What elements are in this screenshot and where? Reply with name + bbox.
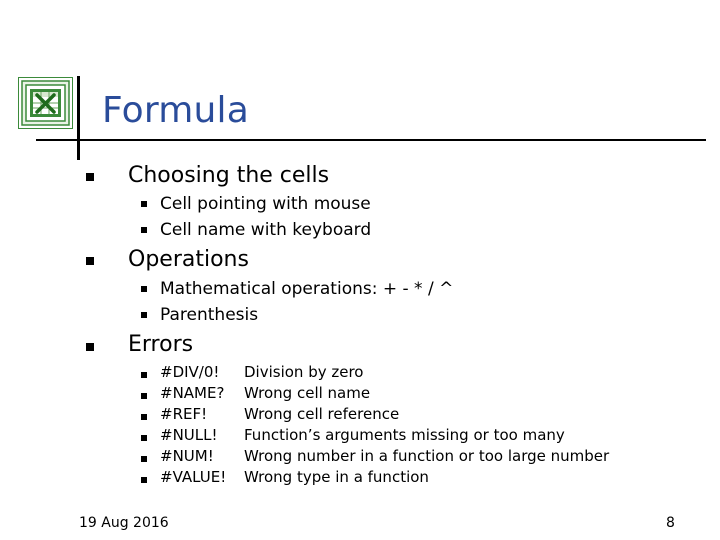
error-code: #NAME? [160, 384, 225, 402]
sub-bullet-icon [141, 456, 147, 462]
error-code: #NUM! [160, 447, 214, 465]
list-item: Parenthesis [160, 305, 259, 325]
sub-bullet-icon [141, 477, 147, 483]
error-description: Wrong cell name [244, 384, 371, 402]
sub-bullet-icon [141, 393, 147, 399]
section-heading: Operations [128, 247, 249, 272]
error-description: Division by zero [244, 363, 364, 381]
error-code: #NULL! [160, 426, 218, 444]
title-vertical-rule [77, 76, 80, 160]
sub-bullet-icon [141, 312, 147, 318]
excel-logo-icon [18, 77, 73, 129]
error-description: Wrong cell reference [244, 405, 400, 423]
error-description: Function’s arguments missing or too many [244, 426, 565, 444]
footer-date: 19 Aug 2016 [79, 515, 169, 531]
sub-bullet-icon [141, 435, 147, 441]
sub-bullet-icon [141, 414, 147, 420]
bullet-icon [86, 343, 94, 351]
sub-bullet-icon [141, 286, 147, 292]
list-item: Cell name with keyboard [160, 220, 372, 240]
bullet-icon [86, 257, 94, 265]
error-description: Wrong type in a function [244, 468, 429, 486]
list-item: Mathematical operations: + - * / ^ [160, 279, 454, 299]
title-horizontal-rule [36, 139, 706, 141]
error-code: #VALUE! [160, 468, 227, 486]
section-heading: Choosing the cells [128, 163, 330, 188]
sub-bullet-icon [141, 372, 147, 378]
list-item: Cell pointing with mouse [160, 194, 371, 214]
page-number: 8 [666, 515, 675, 531]
error-description: Wrong number in a function or too large number [244, 447, 610, 465]
slide-title: Formula [102, 90, 249, 131]
sub-bullet-icon [141, 201, 147, 207]
section-heading: Errors [128, 332, 194, 357]
error-code: #DIV/0! [160, 363, 220, 381]
error-code: #REF! [160, 405, 208, 423]
sub-bullet-icon [141, 227, 147, 233]
bullet-icon [86, 173, 94, 181]
